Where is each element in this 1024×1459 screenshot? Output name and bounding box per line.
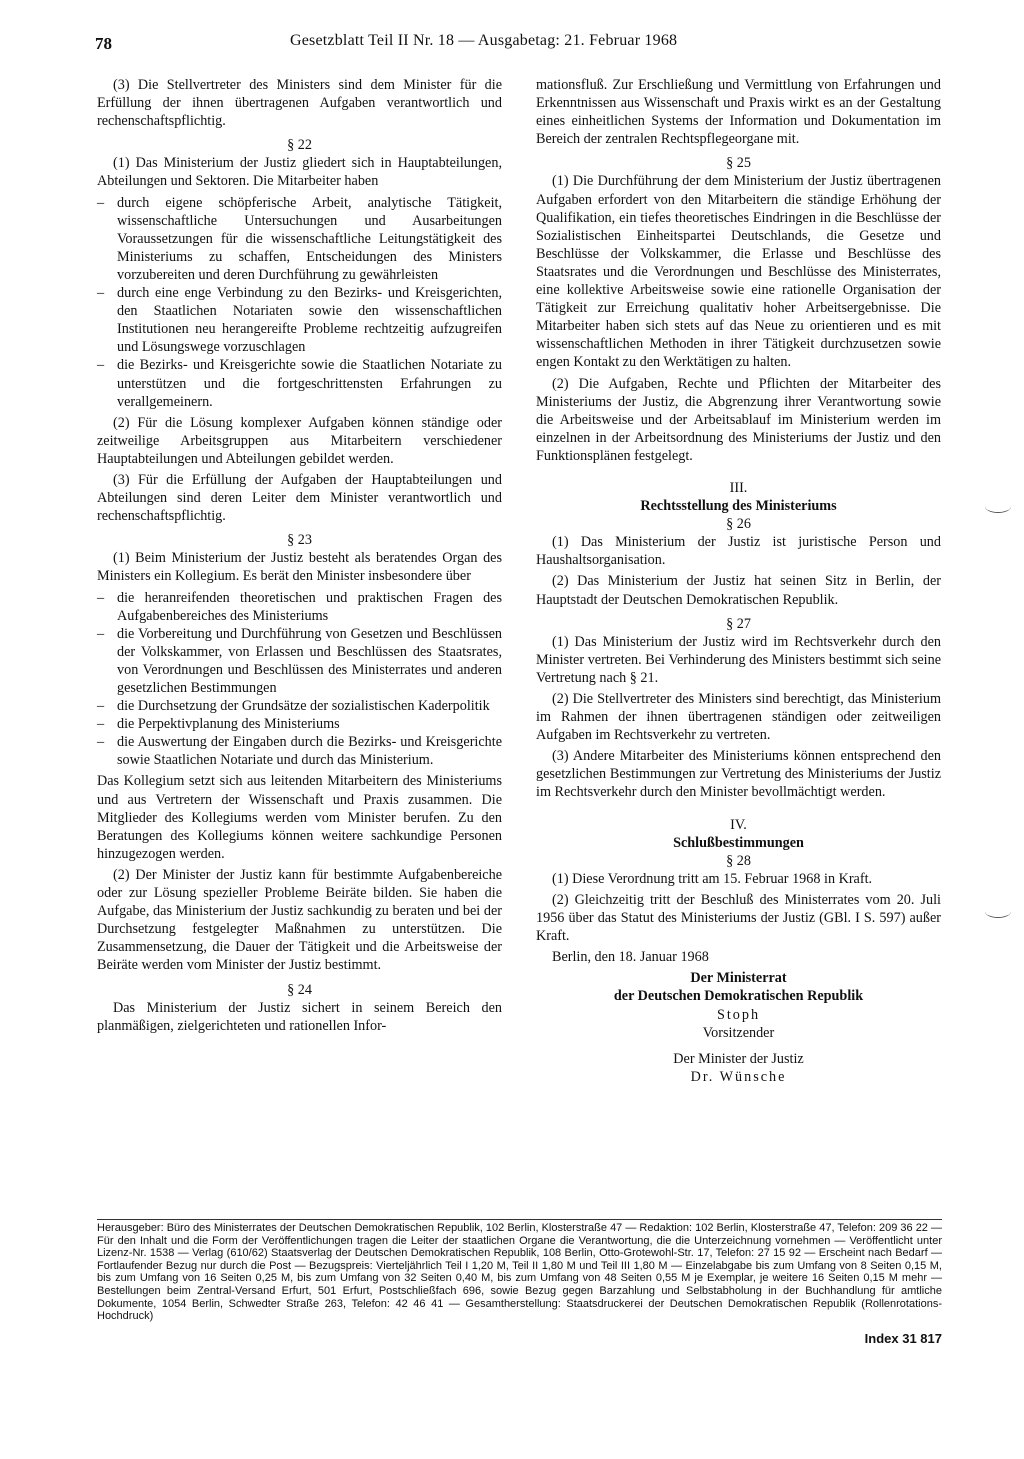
part-title-3: Rechtsstellung des Ministeriums bbox=[640, 498, 837, 515]
paragraph-22-2: (2) Für die Lösung komplexer Aufgaben können ständige oder zeitweilige Arbeitsgruppen aus Mitarbeitern verschiedener Hauptabteilungen und Abteilungen gebildet werden. bbox=[97, 414, 502, 467]
list-item: – die Auswertung der Eingaben durch die Bezirks- und Kreisgerichte sowie Staatlichen Notariate und durch das Ministerium. bbox=[97, 733, 502, 769]
paragraph-23-2: (2) Der Minister der Justiz kann für bestimmte Aufgabenbereiche oder zur Lösung spezieller Probleme Beiräte bilden. Sie haben die Aufgabe, das Ministerium der Justiz sachkundig zu beraten und bei der Durchsetzung festgelegter Maßnahmen zu unterstützen. Die Zusammensetzung, die Dauer der Tätigkeit und die Arbeitsweise der Beiräte werden vom Minister der Justiz bestimmt. bbox=[97, 866, 502, 974]
signature-title-minister: Der Minister der Justiz bbox=[673, 1050, 804, 1067]
part-number-3: III. bbox=[729, 479, 748, 496]
paragraph-27-2: (2) Die Stellvertreter des Ministers sind berechtigt, das Ministerium im Rahmen der ihnen übertragenen ständigen oder zeitweiligen Aufgaben im Rechtsverkehr zu vertreten. bbox=[536, 691, 941, 744]
paragraph-26-1: (1) Das Ministerium der Justiz ist juristische Person und Haushaltsorganisation. bbox=[536, 534, 941, 569]
list-item: – die Durchsetzung der Grundsätze der sozialistischen Kaderpolitik bbox=[97, 697, 502, 715]
section-heading-23: § 23 bbox=[287, 532, 312, 549]
list-item: – durch eigene schöpferische Arbeit, analytische Tätigkeit, wissenschaftliche Untersuchungen und Ausarbeitungen Voraussetzungen für die wissenschaftliche Leitungstätigkeit des Ministeriums zu schaffen, Entscheidungen des Ministers vorzubereiten und deren Durchführung zu gewährleisten bbox=[97, 194, 502, 284]
paragraph-23-1-cont: Das Kollegium setzt sich aus leitenden Mitarbeitern des Ministeriums und aus Vertretern der Wissenschaft und Praxis zusammen. Die Mitglieder des Kollegiums werden vom Minister berufen. Zu den Beratungen des Kollegiums können weitere sachkundige Personen hinzugezogen werden. bbox=[97, 773, 502, 862]
place-date: Berlin, den 18. Januar 1968 bbox=[552, 949, 709, 966]
paragraph-27-3: (3) Andere Mitarbeiter des Ministeriums können entsprechend den gesetzlichen Bestimmungen zur Vertretung des Ministeriums der Justiz im Rechtsverkehr durch den Minister bevollmächtigt werden. bbox=[536, 748, 941, 801]
part-number-4: IV. bbox=[730, 816, 747, 833]
paragraph-28-1: (1) Diese Verordnung tritt am 15. Februar 1968 in Kraft. bbox=[552, 870, 873, 887]
signature-title-chairman: Vorsitzender bbox=[702, 1024, 775, 1041]
paragraph-26-2: (2) Das Ministerium der Justiz hat seinen Sitz in Berlin, der Hauptstadt der Deutschen Demokratischen Republik. bbox=[536, 573, 941, 608]
paragraph-27-1: (1) Das Ministerium der Justiz wird im Rechtsverkehr durch den Minister vertreten. Bei Verhinderung des Ministers bestimmt sich seine Vertretung nach § 21. bbox=[536, 633, 941, 686]
paragraph-28-2: (2) Gleichzeitig tritt der Beschluß des Ministerrates vom 20. Juli 1956 über das Statut des Ministeriums der Justiz (GBl. I S. 597) außer Kraft. bbox=[536, 891, 941, 945]
section-heading-25: § 25 bbox=[726, 155, 751, 172]
page-number: 78 bbox=[95, 34, 112, 53]
index-number: Index 31 817 bbox=[864, 1331, 942, 1346]
paragraph-21-3: (3) Die Stellvertreter des Ministers sind dem Minister für die Erfüllung der ihnen übertragenen Aufgaben verantwortlich und rechenschaftspflichtig. bbox=[97, 77, 502, 130]
list-23-1 bbox=[97, 589, 502, 770]
paragraph-22-3: (3) Für die Erfüllung der Aufgaben der Hauptabteilungen und Abteilungen sind deren Leiter dem Minister verantwortlich und rechenschaftspflichtig. bbox=[97, 471, 502, 525]
margin-mark bbox=[985, 500, 1011, 513]
list-item: – die Perpektivplanung des Ministeriums bbox=[97, 715, 502, 733]
paragraph-24-cont: mationsfluß. Zur Erschließung und Vermittlung von Erfahrungen und Erkenntnissen aus Wissenschaft und Praxis wirkt es an der Gestaltung eines einheitlichen Systems der Information und Dokumentation im Bereich der zentralen Rechtspflegeorgane mit. bbox=[536, 77, 941, 148]
list-item: – die Vorbereitung und Durchführung von Gesetzen und Beschlüssen der Volkskammer, von Erlassen und Beschlüssen des Staatsrates, von Verordnungen und Beschlüssen des Ministerrates und anderen gesetzlichen Bestimmungen bbox=[97, 625, 502, 697]
part-title-4: Schlußbestimmungen bbox=[673, 834, 804, 851]
list-22-1 bbox=[97, 194, 502, 411]
section-heading-22: § 22 bbox=[287, 137, 312, 154]
section-heading-28: § 28 bbox=[726, 852, 751, 869]
section-heading-24: § 24 bbox=[287, 981, 312, 998]
imprint: Herausgeber: Büro des Ministerrates der Deutschen Demokratischen Republik, 102 Berlin, Klosterstraße 47 — Redaktion: 102 Berlin, Klosterstraße 47, Telefon: 209 36 22 — Für den Inhalt und die Form der Veröffentlichungen tragen die Leiter der staatlichen Organe die Verantwortung, die die Unterzeichnung vornehmen — Veröffentlicht unter Lizenz-Nr. 1538 — Verlag (610/62) Staatsverlag der Deutschen Demokratischen Republik, 108 Berlin, Otto-Grotewohl-Str. 17, Telefon: 27 15 92 — Erscheint nach Bedarf — Fortlaufender Bezug nur durch die Post — Bezugspreis: Vierteljährlich Teil I 1,20 M, Teil II 1,80 M und Teil III 1,80 M — Einzelabgabe bis zum Umfang von 8 Seiten 0,15 M, bis zum Umfang von 16 Seiten 0,25 M, bis zum Umfang von 32 Seiten 0,40 M, bis zum Umfang von 48 Seiten 0,55 M je Exemplar, je weitere 16 Seiten 0,15 M mehr — Bestellungen beim Zentral-Versand Erfurt, 501 Erfurt, Postschließfach 696, sowie Bezug gegen Barzahlung und Selbstabholung in der Buchhandlung für amtliche Dokumente, 1054 Berlin, Schwedter Straße 263, Telefon: 42 46 41 — Gesamtherstellung: Staatsdruckerei der Deutschen Demokratischen Republik (Rollenrotations-Hochdruck) bbox=[97, 1222, 942, 1323]
section-heading-26: § 26 bbox=[726, 516, 751, 533]
paragraph-23-1-intro: (1) Beim Ministerium der Justiz besteht als beratendes Organ des Ministers ein Kollegium. Es berät den Minister insbesondere über bbox=[97, 550, 502, 585]
paragraph-25-1: (1) Die Durchführung der dem Ministerium der Justiz übertragenen Aufgaben erfordert von den Mitarbeitern die ständige Erhöhung der Qualifikation, ein tiefes theoretisches Eindringen in die Beschlüsse der Sozialistischen Einheitspartei Deutschlands, die Gesetze und Beschlüsse der Volkskammer, die Erlasse und Beschlüsse des Staatsrates und die Verordnungen und Beschlüsse des Ministerrates, eine kollektive Arbeitsweise sowie eine rationelle Organisation der Tätigkeit zur Erreichung qualitativ hoher Arbeitsergebnisse. Die Mitarbeiter haben sich stets auf das Neue zu orientieren und es mit wissenschaftlichen Methoden in ihrer Tätigkeit durchzusetzen sowie engen Kontakt zu den Werktätigen zu halten. bbox=[536, 173, 941, 371]
paragraph-22-1-intro: (1) Das Ministerium der Justiz gliedert sich in Hauptabteilungen, Abteilungen und Sektoren. Die Mitarbeiter haben bbox=[97, 155, 502, 190]
footer-rule bbox=[97, 1219, 942, 1220]
list-item: – die Bezirks- und Kreisgerichte sowie die Staatlichen Notariate zu unterstützen und die fortgeschrittensten Erfahrungen zu verallgemeinern. bbox=[97, 356, 502, 410]
signature-name-minister: Dr. Wünsche bbox=[690, 1068, 787, 1085]
signature-name-chairman: Stoph bbox=[716, 1006, 761, 1023]
left-column bbox=[97, 76, 502, 1038]
signature-organ-line-1: Der Ministerrat bbox=[690, 970, 787, 987]
right-column bbox=[536, 76, 941, 1086]
paragraph-24-start: Das Ministerium der Justiz sichert in seinem Bereich den planmäßigen, zielgerichteten und rationellen Infor- bbox=[97, 999, 502, 1034]
running-head: Gesetzblatt Teil II Nr. 18 — Ausgabetag: 21. Februar 1968 bbox=[290, 32, 678, 49]
paragraph-25-2: (2) Die Aufgaben, Rechte und Pflichten der Mitarbeiter des Ministeriums der Justiz, die Abgrenzung ihrer Verantwortung sowie die Arbeitsweise und der Arbeitsablauf im Ministerium werden im einzelnen in der Arbeitsordnung des Ministeriums der Justiz und den Funktionsplänen festgelegt. bbox=[536, 375, 941, 464]
list-item: – durch eine enge Verbindung zu den Bezirks- und Kreisgerichten, den Staatlichen Notariaten sowie den wissenschaftlichen Institutionen neu herangereifte Probleme rechtzeitig aufzugreifen und Lösungswege vorzuschlagen bbox=[97, 284, 502, 356]
section-heading-27: § 27 bbox=[726, 615, 751, 632]
list-item: – die heranreifenden theoretischen und praktischen Fragen des Aufgabenbereiches des Ministeriums bbox=[97, 589, 502, 625]
signature-organ-line-2: der Deutschen Demokratischen Republik bbox=[613, 988, 864, 1005]
margin-mark bbox=[985, 905, 1011, 918]
